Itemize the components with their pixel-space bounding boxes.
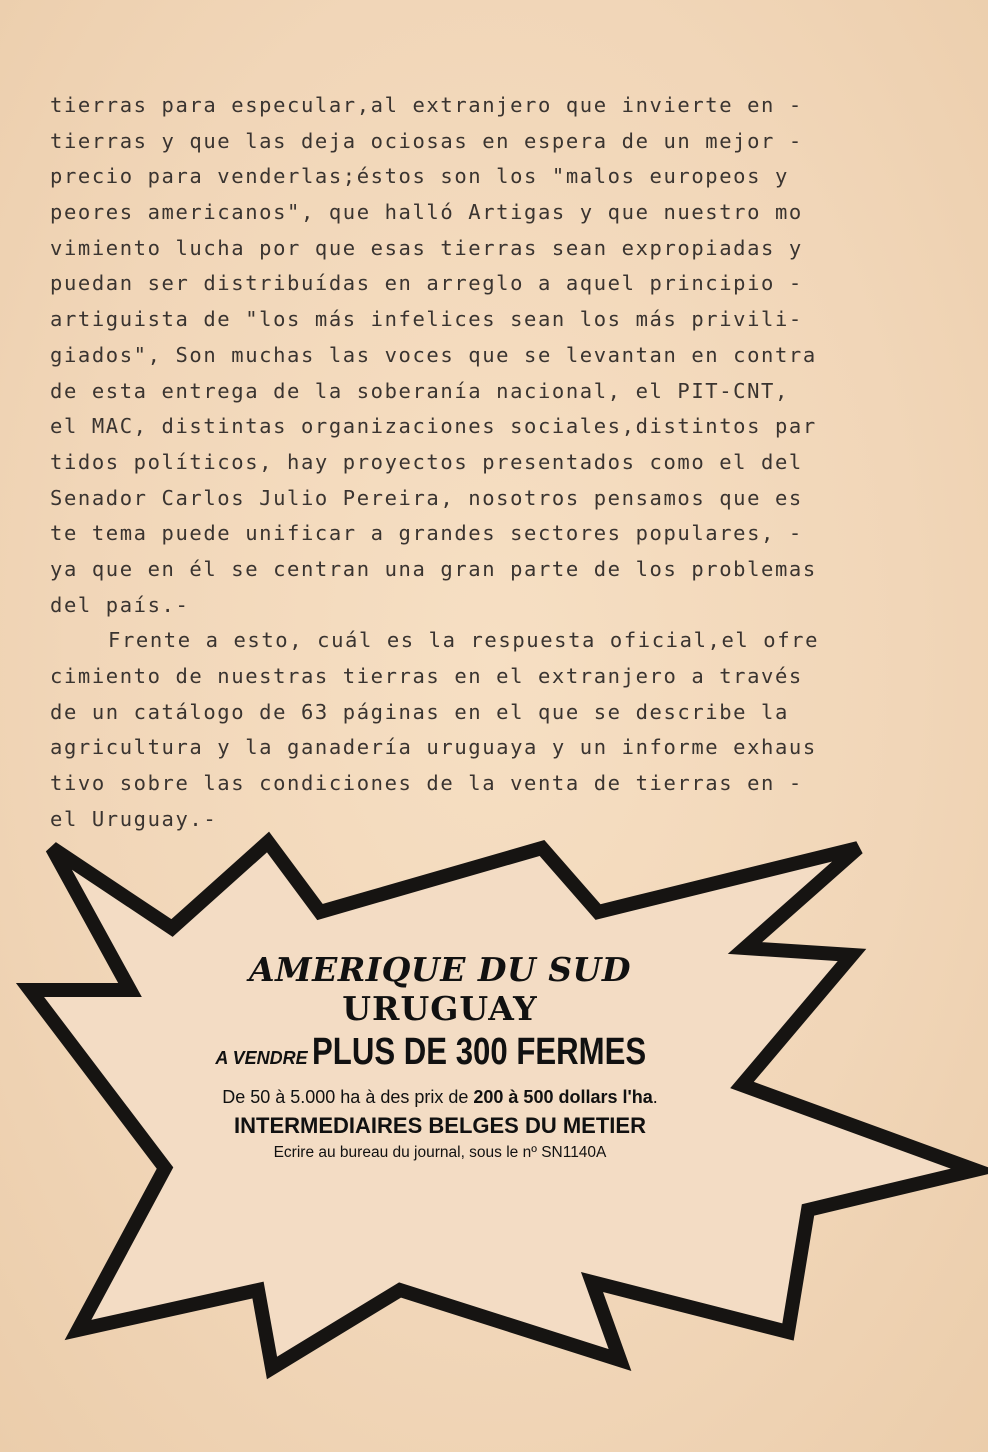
ad-contact: Ecrire au bureau du journal, sous le nº SN1140A — [273, 1144, 607, 1161]
text-line: puedan ser distribuídas en arreglo a aquel principio - — [50, 271, 803, 296]
text-line: tivo sobre las condiciones de la venta de tierras en - — [50, 771, 803, 796]
ad-price-suffix: . — [652, 1087, 658, 1107]
ad-offer — [180, 1028, 700, 1084]
typewritten-body — [50, 88, 870, 837]
ad-intermediaries: INTERMEDIAIRES BELGES DU METIER — [234, 1113, 646, 1138]
text-line: te tema puede unificar a grandes sectores populares, - — [50, 521, 803, 546]
text-line: artiguista de "los más infelices sean los más privili- — [50, 307, 803, 332]
ad-price-range: 200 à 500 dollars l'ha — [473, 1087, 653, 1107]
text-line: ya que en él se centran una gran parte de los problemas — [50, 556, 817, 581]
text-line: agricultura y la ganadería uruguaya y un informe exhaus — [50, 735, 817, 760]
text-line: cimiento de nuestras tierras en el extranjero a través — [50, 664, 803, 688]
advertisement — [180, 950, 700, 1164]
ad-offer-prefix: A VENDRE — [215, 1048, 308, 1068]
ad-price-prefix: De 50 à 5.000 ha à des prix de — [222, 1087, 474, 1107]
text-line-paragraph-start: Frente a esto, cuál es la respuesta oficial,el ofre — [108, 628, 820, 653]
text-line: tidos políticos, hay proyectos presentados como el del — [50, 449, 803, 474]
text-line: el Uruguay.- — [50, 806, 218, 831]
text-line: tierras para especular,al extranjero que invierte en - — [50, 93, 803, 117]
text-line: vimiento lucha por que esas tierras sean expropiadas y — [50, 235, 803, 260]
ad-headline: AMERIQUE DU SUD — [249, 950, 631, 989]
ad-country: URUGUAY — [342, 989, 538, 1028]
text-line: de esta entrega de la soberanía nacional, el PIT-CNT, — [50, 378, 789, 403]
ad-price-line — [180, 1084, 700, 1110]
text-line: precio para venderlas;éstos son los "malos europeos y — [50, 164, 789, 189]
text-line: el MAC, distintas organizaciones sociales,distintos par — [50, 414, 817, 439]
text-line: tierras y que las deja ociosas en espera de un mejor - — [50, 128, 803, 153]
text-line: del país.- — [50, 592, 190, 617]
text-line: Senador Carlos Julio Pereira, nosotros pensamos que es — [50, 485, 803, 510]
text-line: giados", Son muchas las voces que se levantan en contra — [50, 342, 817, 367]
text-line: de un catálogo de 63 páginas en el que se describe la — [50, 699, 789, 724]
ad-offer-main: PLUS DE 300 FERMES — [312, 1031, 647, 1073]
text-line: peores americanos", que halló Artigas y que nuestro mo — [50, 200, 803, 225]
